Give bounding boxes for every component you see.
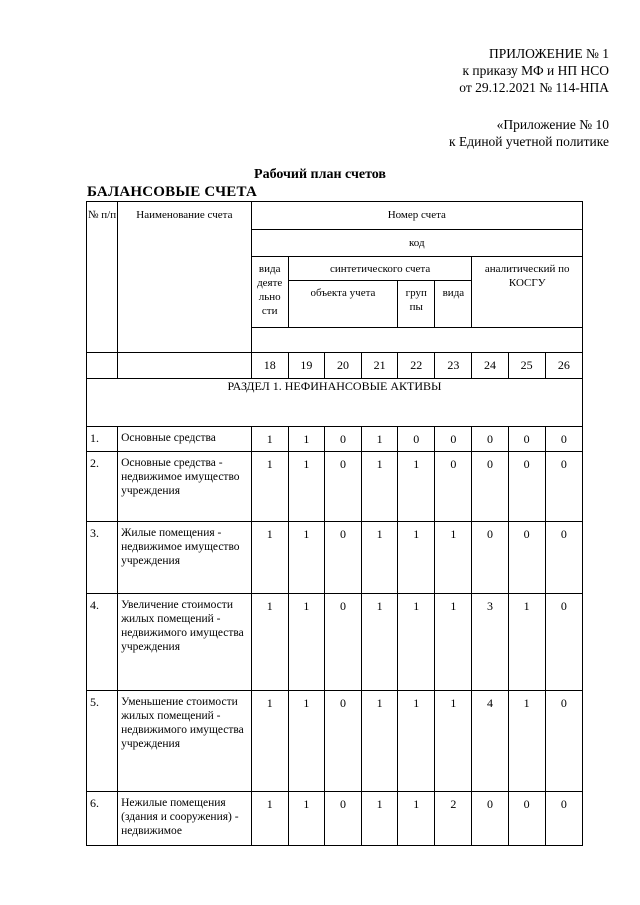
account-name: Увеличение стоимости жилых помещений - недвижимого имущества учреждения <box>118 594 252 691</box>
code-digit-cell: 0 <box>324 792 361 846</box>
header-analytic: аналитический по КОСГУ <box>472 257 583 328</box>
column-numbers-row <box>87 353 583 379</box>
blank-cell <box>87 353 118 379</box>
code-digit-cell: 0 <box>508 522 545 594</box>
row-index: 6. <box>87 792 118 846</box>
header-line-2: к приказу МФ и НП НСО <box>462 63 609 78</box>
code-digit-cell: 0 <box>472 452 508 522</box>
column-number-cell: 21 <box>362 353 398 379</box>
code-digit-cell: 1 <box>435 691 472 792</box>
plan-title: Рабочий план счетов <box>254 167 386 182</box>
row-index: 2. <box>87 452 118 522</box>
code-digit-cell: 0 <box>324 427 361 452</box>
column-number-cell: 20 <box>324 353 361 379</box>
code-digit-cell: 1 <box>398 594 435 691</box>
code-digit-cell: 1 <box>398 522 435 594</box>
code-digit-cell: 1 <box>362 452 398 522</box>
header-line-3: от 29.12.2021 № 114-НПА <box>459 80 609 95</box>
table-row <box>87 427 583 452</box>
row-index: 1. <box>87 427 118 452</box>
header-synthetic: синтетического счета <box>288 257 472 281</box>
account-name: Основные средства - недвижимое имущество учреждения <box>118 452 252 522</box>
code-digit-cell: 1 <box>251 691 288 792</box>
code-digit-cell: 1 <box>251 427 288 452</box>
code-digit-cell: 0 <box>435 427 472 452</box>
code-digit-cell: 0 <box>545 427 582 452</box>
code-digit-cell: 1 <box>362 691 398 792</box>
column-number-cell: 24 <box>472 353 508 379</box>
column-number-cell: 23 <box>435 353 472 379</box>
code-digit-cell: 0 <box>545 792 582 846</box>
code-digit-cell: 0 <box>508 452 545 522</box>
header-group: груп пы <box>398 281 435 328</box>
code-digit-cell: 1 <box>251 594 288 691</box>
blank-cell <box>118 353 252 379</box>
header-line-4: «Приложение № 10 <box>496 117 609 132</box>
code-digit-cell: 0 <box>545 522 582 594</box>
code-digit-cell: 0 <box>435 452 472 522</box>
code-digit-cell: 1 <box>251 452 288 522</box>
code-digit-cell: 1 <box>362 522 398 594</box>
account-name: Жилые помещения - недвижимое имущество учреждения <box>118 522 252 594</box>
code-digit-cell: 0 <box>472 792 508 846</box>
table-row <box>87 691 583 792</box>
header-kind: вида <box>435 281 472 328</box>
header-accounting-object: объекта учета <box>288 281 397 328</box>
header-line-1: ПРИЛОЖЕНИЕ № 1 <box>488 46 609 61</box>
code-digit-cell: 0 <box>324 452 361 522</box>
code-digit-cell: 0 <box>508 427 545 452</box>
account-name: Уменьшение стоимости жилых помещений - недвижимого имущества учреждения <box>118 691 252 792</box>
code-digit-cell: 0 <box>472 522 508 594</box>
code-digit-cell: 0 <box>508 792 545 846</box>
header-num-cell: № п/п <box>87 202 118 353</box>
code-digit-cell: 1 <box>288 452 324 522</box>
code-digit-cell: 1 <box>508 594 545 691</box>
table-row <box>87 522 583 594</box>
column-number-cell: 22 <box>398 353 435 379</box>
header-spacer <box>251 328 582 353</box>
header-line-5: к Единой учетной политике <box>449 134 609 149</box>
code-digit-cell: 1 <box>435 594 472 691</box>
account-name: Основные средства <box>118 427 252 452</box>
code-digit-cell: 0 <box>545 594 582 691</box>
code-digit-cell: 1 <box>362 792 398 846</box>
row-index: 3. <box>87 522 118 594</box>
header-code: код <box>251 230 582 257</box>
row-index: 4. <box>87 594 118 691</box>
code-digit-cell: 1 <box>251 792 288 846</box>
section-title: БАЛАНСОВЫЕ СЧЕТА <box>87 184 257 200</box>
code-digit-cell: 1 <box>288 522 324 594</box>
column-number-cell: 19 <box>288 353 324 379</box>
section-1-heading: РАЗДЕЛ 1. НЕФИНАНСОВЫЕ АКТИВЫ <box>87 379 583 427</box>
table-row <box>87 594 583 691</box>
accounts-table <box>86 201 583 846</box>
code-digit-cell: 1 <box>398 452 435 522</box>
column-number-cell: 18 <box>251 353 288 379</box>
code-digit-cell: 1 <box>362 594 398 691</box>
code-digit-cell: 0 <box>545 691 582 792</box>
code-digit-cell: 3 <box>472 594 508 691</box>
code-digit-cell: 1 <box>435 522 472 594</box>
row-index: 5. <box>87 691 118 792</box>
header-activity-type: вида деяте льно сти <box>251 257 288 328</box>
code-digit-cell: 0 <box>324 594 361 691</box>
code-digit-cell: 1 <box>288 427 324 452</box>
code-digit-cell: 4 <box>472 691 508 792</box>
code-digit-cell: 1 <box>288 792 324 846</box>
code-digit-cell: 1 <box>251 522 288 594</box>
table-row <box>87 792 583 846</box>
code-digit-cell: 0 <box>545 452 582 522</box>
document-header-policy <box>449 116 609 150</box>
code-digit-cell: 1 <box>508 691 545 792</box>
code-digit-cell: 0 <box>398 427 435 452</box>
header-name-cell: Наименование счета <box>118 202 252 353</box>
column-number-cell: 25 <box>508 353 545 379</box>
code-digit-cell: 1 <box>398 691 435 792</box>
code-digit-cell: 1 <box>288 691 324 792</box>
document-header-appendix <box>459 45 609 96</box>
column-number-cell: 26 <box>545 353 582 379</box>
code-digit-cell: 0 <box>324 522 361 594</box>
code-digit-cell: 1 <box>288 594 324 691</box>
code-digit-cell: 1 <box>362 427 398 452</box>
account-name: Нежилые помещения (здания и сооружения) - недвижимое <box>118 792 252 846</box>
code-digit-cell: 0 <box>472 427 508 452</box>
code-digit-cell: 0 <box>324 691 361 792</box>
header-account-number: Номер счета <box>251 202 582 230</box>
table-row <box>87 452 583 522</box>
code-digit-cell: 1 <box>398 792 435 846</box>
code-digit-cell: 2 <box>435 792 472 846</box>
